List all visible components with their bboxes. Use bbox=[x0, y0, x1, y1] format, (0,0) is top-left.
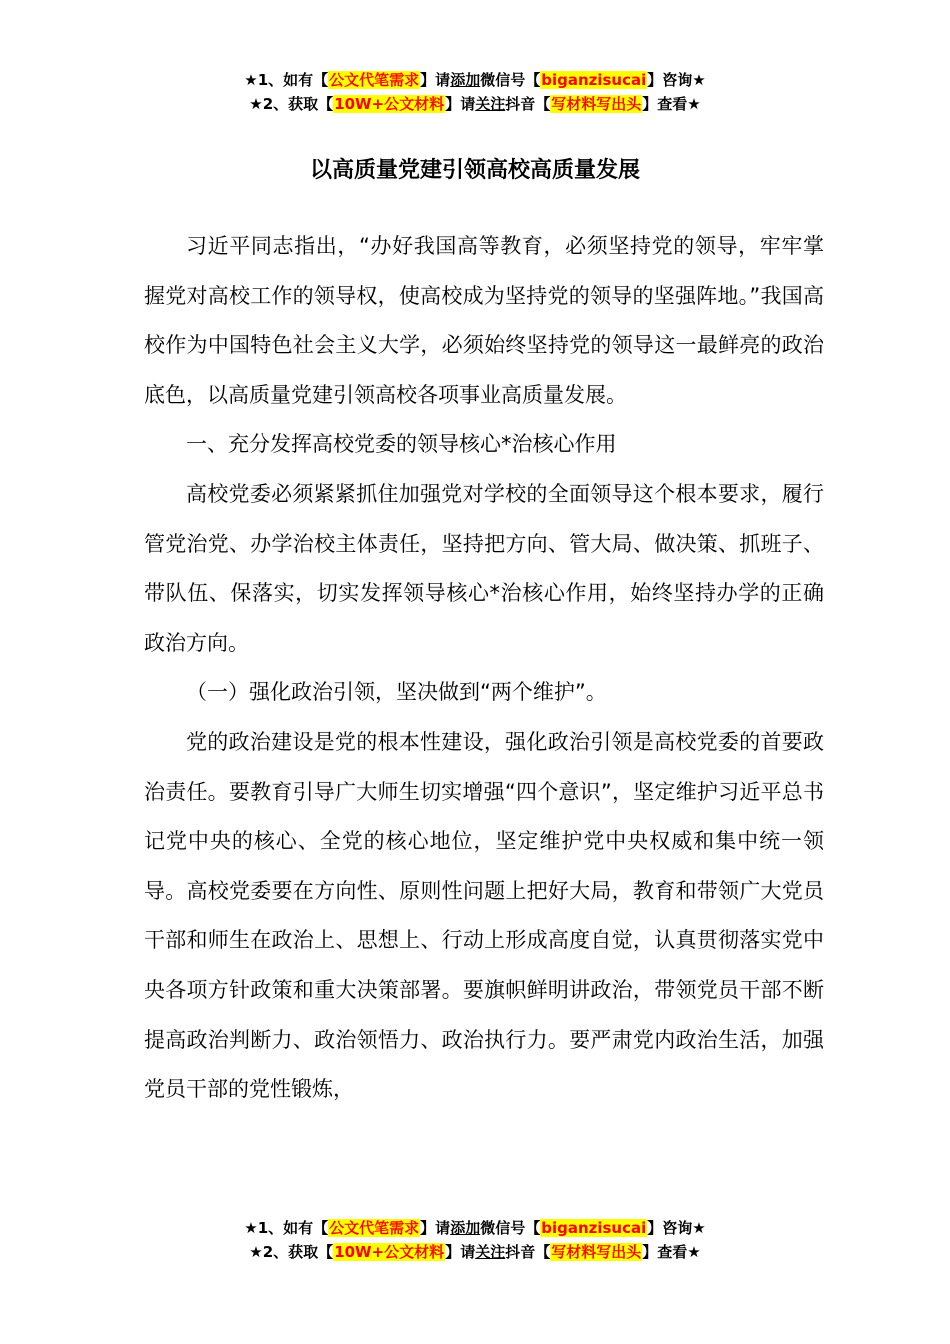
banner-text: 】咨询★ bbox=[647, 71, 706, 89]
banner-text: 】查看★ bbox=[642, 1243, 701, 1261]
banner-highlight: 10W+公文材料 bbox=[334, 95, 445, 113]
document-body bbox=[144, 222, 824, 1115]
banner-text: ★1、如有【 bbox=[244, 1219, 329, 1237]
banner-highlight: 公文代笔需求 bbox=[329, 71, 420, 89]
header-banner bbox=[0, 68, 950, 116]
banner-wechat-id: biganzisucai bbox=[541, 1219, 647, 1237]
banner-text: 】请 bbox=[420, 1219, 451, 1237]
banner-line-2 bbox=[0, 92, 950, 116]
banner-highlight: 10W+公文材料 bbox=[334, 1243, 445, 1261]
banner-underline: 关注 bbox=[475, 1243, 506, 1261]
banner-text: ★2、获取【 bbox=[249, 95, 334, 113]
banner-underline: 添加 bbox=[450, 71, 481, 89]
banner-highlight: 公文代笔需求 bbox=[329, 1219, 420, 1237]
banner-text: 】咨询★ bbox=[647, 1219, 706, 1237]
document-title: 以高质量党建引领高校高质量发展 bbox=[309, 158, 640, 183]
banner-line-1 bbox=[0, 68, 950, 92]
banner-text: ★1、如有【 bbox=[244, 71, 329, 89]
banner-text: 微信号【 bbox=[480, 1219, 541, 1237]
banner-text: 】请 bbox=[420, 71, 451, 89]
footer-banner bbox=[0, 1216, 950, 1264]
banner-text: ★2、获取【 bbox=[249, 1243, 334, 1261]
banner-text: 微信号【 bbox=[480, 71, 541, 89]
banner-text: 】请 bbox=[445, 95, 476, 113]
banner-line-2 bbox=[0, 1240, 950, 1264]
banner-text: 】请 bbox=[445, 1243, 476, 1261]
paragraph-subsection-1: 党的政治建设是党的根本性建设，强化政治引领是高校党委的首要政治责任。要教育引导广大师生切实增强“四个意识”，坚定维护习近平总书记党中央的核心、全党的核心地位，坚定维护党中央权威和集中统一领导。高校党委要在方向性、原则性问题上把好大局，教育和带领广大党员干部和师生在政治上、思想上、行动上形成高度自觉，认真贯彻落实党中央各项方针政策和重大决策部署。要旗帜鲜明讲政治，带领党员干部不断提高政治判断力、政治领悟力、政治执行力。要严肃党内政治生活，加强党员干部的党性锻炼， bbox=[144, 729, 824, 1102]
banner-line-1 bbox=[0, 1216, 950, 1240]
section-heading: 一、充分发挥高校党委的领导核心*治核心作用 bbox=[186, 432, 617, 457]
subsection-heading: （一）强化政治引领，坚决做到“两个维护”。 bbox=[186, 680, 607, 705]
banner-douyin-id: 写材料写出头 bbox=[551, 95, 642, 113]
banner-underline: 添加 bbox=[450, 1219, 481, 1237]
paragraph-section-1: 高校党委必须紧紧抓住加强党对学校的全面领导这个根本要求，履行管党治党、办学治校主体责任，坚持把方向、管大局、做决策、抓班子、带队伍、保落实，切实发挥领导核心*治核心作用，始终坚持办学的正确政治方向。 bbox=[144, 481, 824, 655]
banner-text: 抖音【 bbox=[505, 1243, 551, 1261]
banner-douyin-id: 写材料写出头 bbox=[551, 1243, 642, 1261]
banner-text: 抖音【 bbox=[505, 95, 551, 113]
banner-underline: 关注 bbox=[475, 95, 506, 113]
banner-wechat-id: biganzisucai bbox=[541, 71, 647, 89]
banner-text: 】查看★ bbox=[642, 95, 701, 113]
paragraph-intro: 习近平同志指出，“办好我国高等教育，必须坚持党的领导，牢牢掌握党对高校工作的领导权，使高校成为坚持党的领导的坚强阵地。”我国高校作为中国特色社会主义大学，必须始终坚持党的领导这一最鲜亮的政治底色，以高质量党建引领高校各项事业高质量发展。 bbox=[144, 234, 824, 407]
